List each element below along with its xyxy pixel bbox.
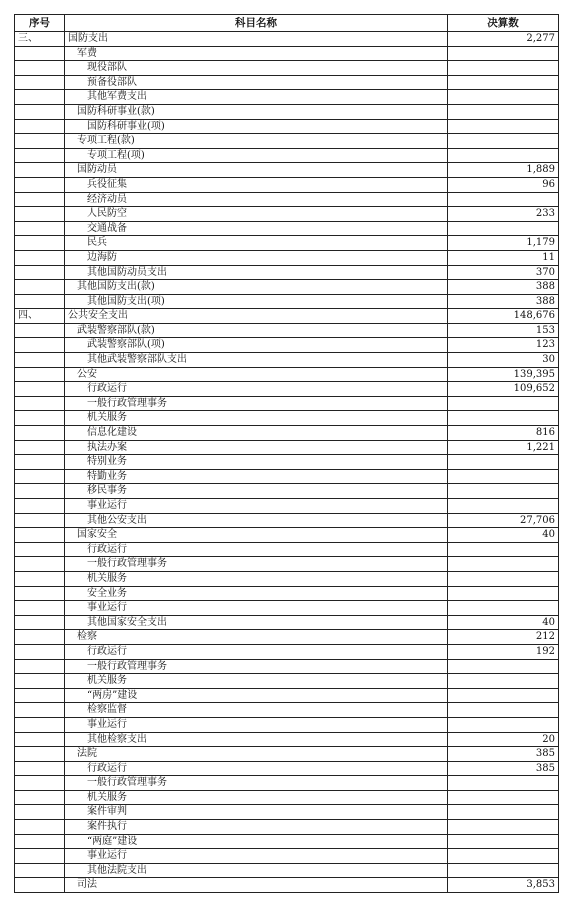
- row-subject-name: 执法办案: [65, 440, 448, 455]
- row-seq: [15, 586, 65, 601]
- table-row: [15, 148, 559, 163]
- row-seq: [15, 411, 65, 426]
- table-row: [15, 776, 559, 791]
- row-subject-name: 边海防: [65, 250, 448, 265]
- row-subject-name: 机关服务: [65, 571, 448, 586]
- table-row: [15, 396, 559, 411]
- row-seq: [15, 484, 65, 499]
- row-amount: 96: [448, 177, 559, 192]
- row-seq: [15, 265, 65, 280]
- row-amount: [448, 571, 559, 586]
- table-row: [15, 411, 559, 426]
- row-subject-name: 军费: [65, 46, 448, 61]
- row-subject-name: 其他法院支出: [65, 863, 448, 878]
- row-subject-name: 现役部队: [65, 61, 448, 76]
- row-amount: 40: [448, 528, 559, 543]
- table-row: [15, 834, 559, 849]
- row-amount: 233: [448, 207, 559, 222]
- table-row: [15, 323, 559, 338]
- table-row: [15, 615, 559, 630]
- row-amount: [448, 834, 559, 849]
- row-amount: 816: [448, 426, 559, 441]
- row-amount: 1,179: [448, 236, 559, 251]
- row-subject-name: 行政运行: [65, 382, 448, 397]
- row-seq: [15, 338, 65, 353]
- row-amount: 148,676: [448, 309, 559, 324]
- row-seq: [15, 688, 65, 703]
- row-subject-name: 国防动员: [65, 163, 448, 178]
- row-subject-name: “两房”建设: [65, 688, 448, 703]
- row-seq: [15, 148, 65, 163]
- table-row: [15, 630, 559, 645]
- header-subject-name: 科目名称: [65, 15, 448, 32]
- row-amount: [448, 790, 559, 805]
- row-subject-name: 国防科研事业(项): [65, 119, 448, 134]
- table-row: [15, 863, 559, 878]
- header-seq: 序号: [15, 15, 65, 32]
- row-seq: [15, 455, 65, 470]
- table-row: [15, 250, 559, 265]
- table-row: [15, 280, 559, 295]
- row-seq: [15, 717, 65, 732]
- table-row: [15, 367, 559, 382]
- table-row: [15, 542, 559, 557]
- row-amount: 385: [448, 761, 559, 776]
- table-row: [15, 236, 559, 251]
- row-subject-name: 其他国防动员支出: [65, 265, 448, 280]
- row-amount: 123: [448, 338, 559, 353]
- row-amount: 109,652: [448, 382, 559, 397]
- row-subject-name: 一般行政管理事务: [65, 776, 448, 791]
- row-seq: [15, 601, 65, 616]
- row-amount: [448, 674, 559, 689]
- header-row: [15, 15, 559, 32]
- row-seq: [15, 834, 65, 849]
- row-amount: [448, 805, 559, 820]
- row-subject-name: 其他武装警察部队支出: [65, 353, 448, 368]
- table-row: [15, 221, 559, 236]
- row-seq: [15, 90, 65, 105]
- row-seq: [15, 615, 65, 630]
- row-subject-name: 事业运行: [65, 499, 448, 514]
- row-amount: [448, 863, 559, 878]
- row-seq: [15, 557, 65, 572]
- table-row: [15, 265, 559, 280]
- table-row: [15, 849, 559, 864]
- row-seq: 四、: [15, 309, 65, 324]
- row-amount: 27,706: [448, 513, 559, 528]
- row-subject-name: 特勤业务: [65, 469, 448, 484]
- row-seq: [15, 703, 65, 718]
- row-subject-name: 事业运行: [65, 601, 448, 616]
- row-seq: [15, 790, 65, 805]
- row-amount: 370: [448, 265, 559, 280]
- row-amount: 40: [448, 615, 559, 630]
- row-subject-name: 机关服务: [65, 790, 448, 805]
- row-subject-name: 国防支出: [65, 32, 448, 47]
- table-row: [15, 586, 559, 601]
- row-subject-name: 案件审判: [65, 805, 448, 820]
- row-subject-name: 经济动员: [65, 192, 448, 207]
- row-seq: [15, 353, 65, 368]
- row-subject-name: 人民防空: [65, 207, 448, 222]
- row-subject-name: “两庭”建设: [65, 834, 448, 849]
- table-row: [15, 207, 559, 222]
- row-seq: [15, 46, 65, 61]
- row-seq: [15, 732, 65, 747]
- table-row: [15, 192, 559, 207]
- row-seq: [15, 207, 65, 222]
- table-row: [15, 805, 559, 820]
- row-seq: [15, 469, 65, 484]
- row-amount: 30: [448, 353, 559, 368]
- row-subject-name: 其他国家安全支出: [65, 615, 448, 630]
- row-subject-name: 其他国防支出(款): [65, 280, 448, 295]
- row-seq: [15, 367, 65, 382]
- row-seq: [15, 119, 65, 134]
- row-subject-name: 武装警察部队(款): [65, 323, 448, 338]
- table-row: [15, 455, 559, 470]
- row-amount: 139,395: [448, 367, 559, 382]
- row-seq: [15, 863, 65, 878]
- row-amount: 192: [448, 644, 559, 659]
- table-row: [15, 32, 559, 47]
- row-subject-name: 交通战备: [65, 221, 448, 236]
- row-amount: 1,221: [448, 440, 559, 455]
- row-amount: 388: [448, 280, 559, 295]
- row-seq: [15, 280, 65, 295]
- row-amount: [448, 484, 559, 499]
- row-seq: [15, 630, 65, 645]
- row-subject-name: 预备役部队: [65, 75, 448, 90]
- row-seq: [15, 104, 65, 119]
- table-row: [15, 382, 559, 397]
- row-subject-name: 公安: [65, 367, 448, 382]
- row-amount: 20: [448, 732, 559, 747]
- row-amount: 2,277: [448, 32, 559, 47]
- row-seq: [15, 849, 65, 864]
- row-seq: [15, 776, 65, 791]
- row-amount: [448, 221, 559, 236]
- row-amount: [448, 820, 559, 835]
- row-subject-name: 国家安全: [65, 528, 448, 543]
- table-row: [15, 644, 559, 659]
- table-row: [15, 499, 559, 514]
- table-row: [15, 61, 559, 76]
- table-row: [15, 688, 559, 703]
- row-seq: [15, 177, 65, 192]
- row-seq: [15, 659, 65, 674]
- table-row: [15, 46, 559, 61]
- table-row: [15, 557, 559, 572]
- row-subject-name: 行政运行: [65, 644, 448, 659]
- row-amount: [448, 776, 559, 791]
- row-amount: 3,853: [448, 878, 559, 893]
- row-seq: [15, 294, 65, 309]
- row-amount: [448, 411, 559, 426]
- table-row: [15, 761, 559, 776]
- row-amount: [448, 75, 559, 90]
- table-row: [15, 820, 559, 835]
- header-final-amount: 决算数: [448, 15, 559, 32]
- table-row: [15, 90, 559, 105]
- table-row: [15, 571, 559, 586]
- table-row: [15, 659, 559, 674]
- row-amount: [448, 688, 559, 703]
- row-amount: [448, 134, 559, 149]
- row-amount: 388: [448, 294, 559, 309]
- row-seq: [15, 542, 65, 557]
- row-seq: [15, 192, 65, 207]
- table-row: [15, 469, 559, 484]
- row-amount: [448, 586, 559, 601]
- table-row: [15, 484, 559, 499]
- row-seq: [15, 221, 65, 236]
- row-amount: [448, 90, 559, 105]
- row-subject-name: 移民事务: [65, 484, 448, 499]
- row-subject-name: 其他军费支出: [65, 90, 448, 105]
- row-seq: [15, 499, 65, 514]
- row-subject-name: 民兵: [65, 236, 448, 251]
- row-amount: 153: [448, 323, 559, 338]
- row-subject-name: 司法: [65, 878, 448, 893]
- row-subject-name: 一般行政管理事务: [65, 659, 448, 674]
- row-seq: [15, 644, 65, 659]
- row-seq: [15, 163, 65, 178]
- row-amount: [448, 557, 559, 572]
- row-amount: [448, 717, 559, 732]
- row-seq: [15, 134, 65, 149]
- row-subject-name: 信息化建设: [65, 426, 448, 441]
- table-row: [15, 878, 559, 893]
- row-subject-name: 国防科研事业(款): [65, 104, 448, 119]
- row-seq: [15, 75, 65, 90]
- row-seq: 三、: [15, 32, 65, 47]
- row-subject-name: 特别业务: [65, 455, 448, 470]
- row-amount: [448, 601, 559, 616]
- table-row: [15, 338, 559, 353]
- row-subject-name: 机关服务: [65, 674, 448, 689]
- row-subject-name: 专项工程(项): [65, 148, 448, 163]
- table-row: [15, 119, 559, 134]
- table-row: [15, 703, 559, 718]
- table-row: [15, 104, 559, 119]
- table-row: [15, 717, 559, 732]
- row-amount: [448, 148, 559, 163]
- table-header: [15, 15, 559, 32]
- budget-table: [14, 14, 559, 893]
- row-subject-name: 事业运行: [65, 717, 448, 732]
- table-row: [15, 528, 559, 543]
- table-row: [15, 732, 559, 747]
- row-subject-name: 一般行政管理事务: [65, 557, 448, 572]
- row-amount: [448, 849, 559, 864]
- row-subject-name: 一般行政管理事务: [65, 396, 448, 411]
- budget-table-sheet: [14, 14, 558, 893]
- row-seq: [15, 528, 65, 543]
- row-subject-name: 行政运行: [65, 542, 448, 557]
- table-row: [15, 353, 559, 368]
- row-seq: [15, 382, 65, 397]
- row-subject-name: 法院: [65, 747, 448, 762]
- row-seq: [15, 61, 65, 76]
- table-row: [15, 163, 559, 178]
- table-row: [15, 674, 559, 689]
- row-seq: [15, 396, 65, 411]
- row-amount: [448, 542, 559, 557]
- row-seq: [15, 820, 65, 835]
- table-row: [15, 426, 559, 441]
- row-seq: [15, 674, 65, 689]
- row-seq: [15, 250, 65, 265]
- row-amount: 11: [448, 250, 559, 265]
- row-amount: [448, 469, 559, 484]
- row-seq: [15, 571, 65, 586]
- row-subject-name: 其他国防支出(项): [65, 294, 448, 309]
- row-amount: [448, 396, 559, 411]
- table-row: [15, 790, 559, 805]
- row-seq: [15, 323, 65, 338]
- row-seq: [15, 761, 65, 776]
- row-amount: [448, 192, 559, 207]
- row-amount: [448, 499, 559, 514]
- row-amount: [448, 703, 559, 718]
- table-row: [15, 513, 559, 528]
- row-subject-name: 机关服务: [65, 411, 448, 426]
- row-amount: [448, 455, 559, 470]
- row-subject-name: 公共安全支出: [65, 309, 448, 324]
- row-seq: [15, 805, 65, 820]
- row-subject-name: 专项工程(款): [65, 134, 448, 149]
- row-amount: [448, 659, 559, 674]
- table-row: [15, 294, 559, 309]
- row-seq: [15, 426, 65, 441]
- table-row: [15, 177, 559, 192]
- row-subject-name: 检察: [65, 630, 448, 645]
- table-row: [15, 747, 559, 762]
- row-amount: [448, 104, 559, 119]
- row-seq: [15, 747, 65, 762]
- row-subject-name: 案件执行: [65, 820, 448, 835]
- table-body: [15, 32, 559, 893]
- row-subject-name: 行政运行: [65, 761, 448, 776]
- row-amount: [448, 119, 559, 134]
- row-seq: [15, 440, 65, 455]
- row-subject-name: 武装警察部队(项): [65, 338, 448, 353]
- row-seq: [15, 513, 65, 528]
- row-subject-name: 其他公安支出: [65, 513, 448, 528]
- row-subject-name: 其他检察支出: [65, 732, 448, 747]
- row-amount: 212: [448, 630, 559, 645]
- row-seq: [15, 878, 65, 893]
- table-row: [15, 134, 559, 149]
- row-subject-name: 检察监督: [65, 703, 448, 718]
- row-subject-name: 兵役征集: [65, 177, 448, 192]
- row-amount: [448, 46, 559, 61]
- row-amount: 1,889: [448, 163, 559, 178]
- table-row: [15, 440, 559, 455]
- table-row: [15, 601, 559, 616]
- row-amount: 385: [448, 747, 559, 762]
- row-subject-name: 事业运行: [65, 849, 448, 864]
- table-row: [15, 309, 559, 324]
- row-subject-name: 安全业务: [65, 586, 448, 601]
- table-row: [15, 75, 559, 90]
- row-amount: [448, 61, 559, 76]
- row-seq: [15, 236, 65, 251]
